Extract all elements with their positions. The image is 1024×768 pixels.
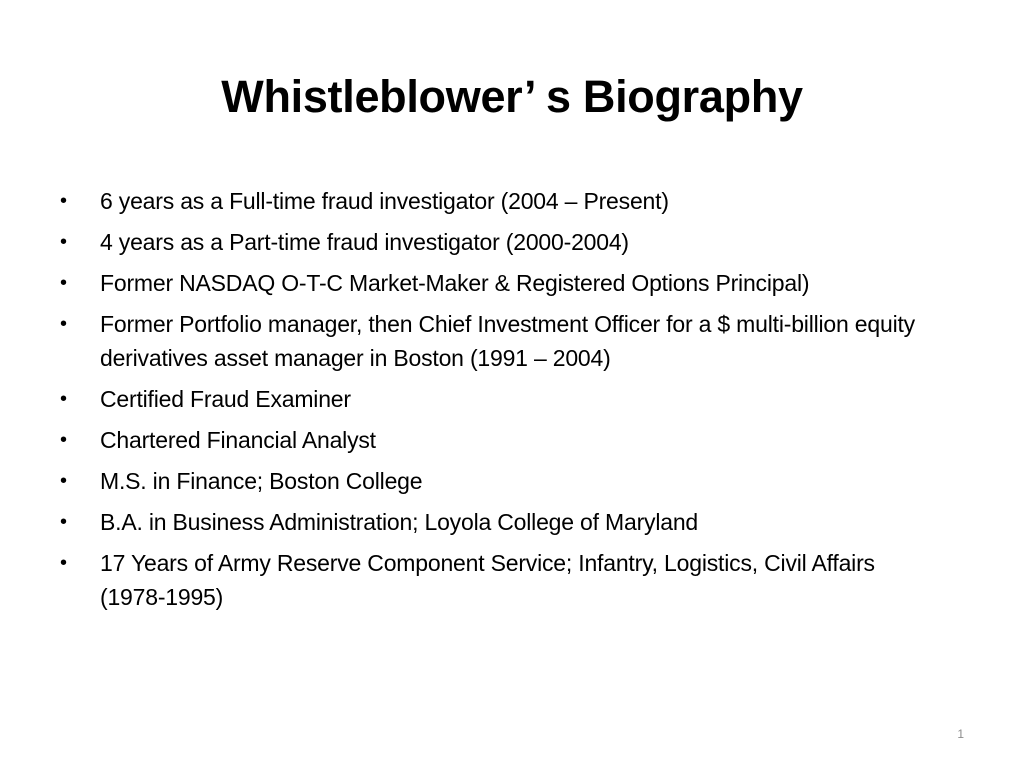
bullet-text: M.S. in Finance; Boston College <box>100 468 423 494</box>
bullet-dot-icon: • <box>60 511 67 533</box>
bullet-dot-icon: • <box>60 231 67 253</box>
bullet-dot-icon: • <box>60 272 67 294</box>
bullet-item <box>60 382 920 416</box>
bullet-dot-icon: • <box>60 388 67 410</box>
bullet-dot-icon: • <box>60 470 67 492</box>
bullet-text: B.A. in Business Administration; Loyola College of Maryland <box>100 509 699 535</box>
bullet-text: 6 years as a Full-time fraud investigator (2004 – Present) <box>100 188 669 214</box>
bullet-item <box>60 464 920 498</box>
bullet-item <box>60 505 920 539</box>
bullet-item <box>60 225 920 259</box>
bullet-text: Former NASDAQ O-T-C Market-Maker & Registered Options Principal) <box>100 270 810 296</box>
bullet-text: Chartered Financial Analyst <box>100 427 376 453</box>
bullet-dot-icon: • <box>60 313 67 335</box>
bullet-item <box>60 266 920 300</box>
bullet-dot-icon: • <box>60 552 67 574</box>
bullet-text: Former Portfolio manager, then Chief Investment Officer for a $ multi-billion equity derivatives asset manager in Boston (1991 – 2004) <box>100 311 915 371</box>
slide-title: Whistleblower’ s Biography <box>221 71 803 122</box>
bullet-item <box>60 307 920 375</box>
bullet-item <box>60 184 920 218</box>
bullet-item <box>60 423 920 457</box>
page-number: 1 <box>957 727 964 741</box>
bullet-dot-icon: • <box>60 429 67 451</box>
bullet-text: 4 years as a Part-time fraud investigator (2000-2004) <box>100 229 629 255</box>
bullet-list <box>60 184 920 621</box>
bullet-item <box>60 546 920 614</box>
bullet-text: Certified Fraud Examiner <box>100 386 351 412</box>
bullet-dot-icon: • <box>60 190 67 212</box>
bullet-text: 17 Years of Army Reserve Component Service; Infantry, Logistics, Civil Affairs (1978-1995) <box>100 550 875 610</box>
